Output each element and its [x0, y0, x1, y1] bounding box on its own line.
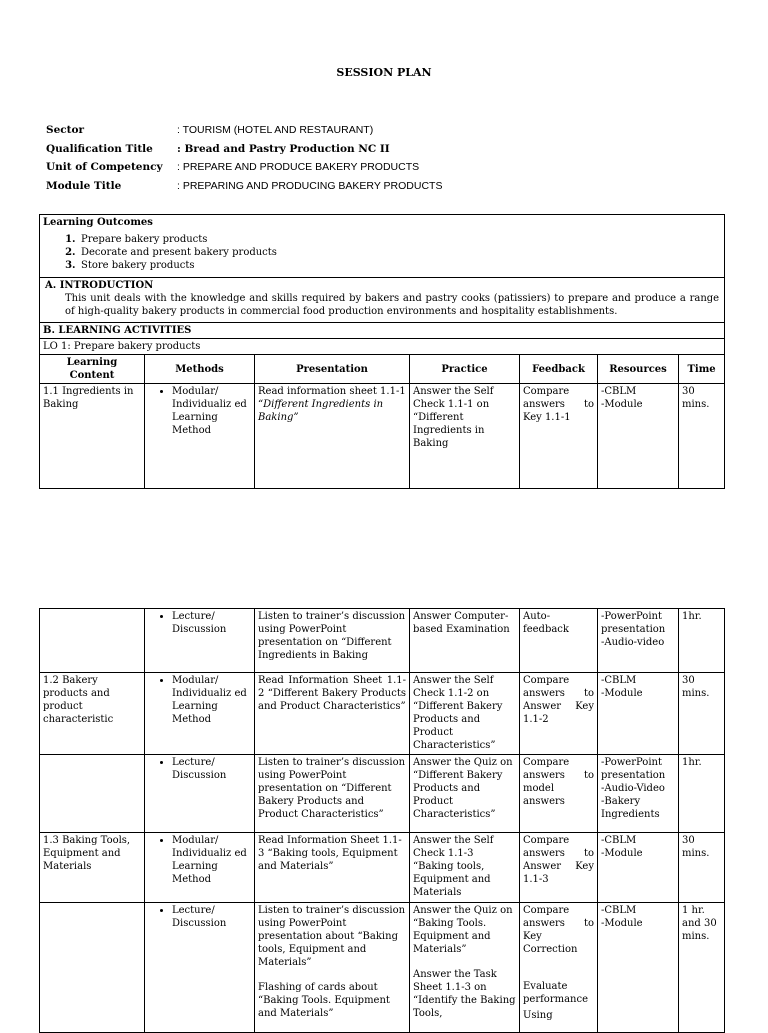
lo1-label: LO 1: Prepare bakery products — [40, 339, 725, 355]
presentation-topic: “Different Ingredients in Baking” — [258, 399, 384, 423]
col-methods: Methods — [145, 355, 255, 384]
page-title: SESSION PLAN — [336, 66, 432, 79]
session-plan-table-page1 — [39, 214, 725, 489]
cell-content — [40, 903, 145, 1033]
info-label: Unit of Competency — [46, 161, 163, 174]
feedback-text: Using — [523, 1010, 553, 1021]
learning-outcomes-list — [43, 233, 721, 272]
list-item: 3. Store bakery products — [79, 259, 721, 272]
cell-time: 30 mins. — [679, 384, 725, 489]
info-label: Qualification Title — [46, 142, 153, 155]
cell-presentation — [255, 903, 410, 1033]
cell-presentation: Read Information Sheet 1.1-3 “Baking tools, Equipment and Materials” — [255, 833, 410, 903]
info-value: : PREPARING AND PRODUCING BAKERY PRODUCTS — [177, 179, 443, 192]
info-value: : TOURISM (HOTEL AND RESTAURANT) — [177, 124, 374, 137]
activities-heading: B. LEARNING ACTIVITIES — [40, 323, 725, 339]
col-resources: Resources — [598, 355, 679, 384]
method-item: • Modular/ Individualiz ed Learning Method — [172, 674, 251, 726]
cell-feedback: Compare answers to Answer Key 1.1-3 — [520, 833, 598, 903]
cell-resources: -PowerPoint presentation -Audio-video — [598, 609, 679, 673]
presentation-text: Flashing of cards about “Baking Tools. Equipment and Materials” — [258, 982, 390, 1019]
cell-practice: Answer the Self Check 1.1-1 on “Different Ingredients in Baking — [410, 384, 520, 489]
cell-practice — [410, 903, 520, 1033]
feedback-text: Evaluate performance — [523, 981, 589, 1005]
cell-practice: Answer the Self Check 1.1-3 “Baking tools, Equipment and Materials — [410, 833, 520, 903]
cell-time: 1hr. — [679, 755, 725, 833]
table-row — [40, 755, 725, 833]
method-item: • Lecture/ Discussion — [172, 610, 251, 636]
cell-feedback — [520, 903, 598, 1033]
table-row — [40, 384, 725, 489]
lo1-row — [40, 339, 725, 355]
introduction-heading: A. INTRODUCTION — [45, 280, 154, 291]
cell-resources: -CBLM -Module — [598, 833, 679, 903]
col-practice: Practice — [410, 355, 520, 384]
cell-method — [145, 755, 255, 833]
practice-text: Answer the Task Sheet 1.1-3 on “Identify the Baking Tools, — [413, 969, 516, 1019]
cell-time: 1 hr. and 30 mins. — [679, 903, 725, 1033]
cell-method — [145, 384, 255, 489]
method-item: • Lecture/ Discussion — [172, 904, 251, 930]
cell-presentation: Listen to trainer’s discussion using PowerPoint presentation on “Different Ingredients in Baking — [255, 609, 410, 673]
session-info — [46, 122, 726, 196]
learning-outcomes-heading: Learning Outcomes — [43, 217, 153, 228]
info-module — [46, 178, 726, 197]
cell-presentation: Listen to trainer’s discussion using PowerPoint presentation on “Different Bakery Products and Product Characteristics” — [255, 755, 410, 833]
cell-feedback: Compare answers to Answer Key 1.1-2 — [520, 673, 598, 755]
cell-resources: -PowerPoint presentation -Audio-Video -Bakery Ingredients — [598, 755, 679, 833]
cell-content: 1.3 Baking Tools, Equipment and Materials — [40, 833, 145, 903]
cell-time: 30 mins. — [679, 833, 725, 903]
list-item: 1. Prepare bakery products — [79, 233, 721, 246]
introduction-text: This unit deals with the knowledge and skills required by bakers and pastry cooks (patissiers) to prepare and produce a range of high-quality bakery products in commercial food production environments and hospitality establishments. — [65, 293, 720, 317]
learning-outcomes-row — [40, 215, 725, 278]
table-row — [40, 833, 725, 903]
cell-resources: -CBLM -Module — [598, 903, 679, 1033]
col-presentation: Presentation — [255, 355, 410, 384]
list-item: 2. Decorate and present bakery products — [79, 246, 721, 259]
info-label: Sector — [46, 124, 85, 137]
cell-feedback: Compare answers to Key 1.1-1 — [520, 384, 598, 489]
table-row — [40, 609, 725, 673]
cell-content: 1.2 Bakery products and product characteristic — [40, 673, 145, 755]
activities-heading-row — [40, 323, 725, 339]
feedback-text: Compare answers to Key Correction — [523, 905, 594, 955]
cell-resources: -CBLM -Module — [598, 673, 679, 755]
info-unit — [46, 159, 726, 178]
cell-resources: -CBLM -Module — [598, 384, 679, 489]
cell-feedback: Auto-feedback — [520, 609, 598, 673]
cell-time: 30 mins. — [679, 673, 725, 755]
col-time: Time — [679, 355, 725, 384]
cell-practice: Answer the Quiz on “Different Bakery Products and Product Characteristics” — [410, 755, 520, 833]
info-label: Module Title — [46, 179, 122, 192]
info-value: : PREPARE AND PRODUCE BAKERY PRODUCTS — [177, 161, 420, 174]
info-qualification — [46, 141, 726, 160]
cell-content: 1.1 Ingredients in Baking — [40, 384, 145, 489]
cell-presentation — [255, 384, 410, 489]
column-header-row — [40, 355, 725, 384]
info-value: : Bread and Pastry Production NC II — [177, 142, 390, 155]
cell-method — [145, 833, 255, 903]
info-sector — [46, 122, 726, 141]
method-item: • Modular/ Individualiz ed Learning Method — [172, 385, 251, 437]
table-row — [40, 903, 725, 1033]
cell-presentation: Read Information Sheet 1.1-2 “Different Bakery Products and Product Characteristics” — [255, 673, 410, 755]
practice-text: Answer the Quiz on “Baking Tools. Equipment and Materials” — [413, 905, 513, 955]
cell-feedback: Compare answers to model answers — [520, 755, 598, 833]
introduction-row — [40, 278, 725, 323]
col-learning-content: Learning Content — [40, 355, 145, 384]
col-feedback: Feedback — [520, 355, 598, 384]
cell-practice: Answer Computer-based Examination — [410, 609, 520, 673]
cell-method — [145, 609, 255, 673]
presentation-text: Listen to trainer’s discussion using PowerPoint presentation about “Baking tools, Equipment and Materials” — [258, 905, 406, 968]
cell-time: 1hr. — [679, 609, 725, 673]
cell-method — [145, 903, 255, 1033]
presentation-text: Read information sheet 1.1-1 — [258, 386, 406, 397]
cell-content — [40, 755, 145, 833]
cell-method — [145, 673, 255, 755]
table-row — [40, 673, 725, 755]
cell-practice: Answer the Self Check 1.1-2 on “Different Bakery Products and Product Characteristics” — [410, 673, 520, 755]
method-item: • Modular/ Individualiz ed Learning Method — [172, 834, 251, 886]
method-item: • Lecture/ Discussion — [172, 756, 251, 782]
cell-content — [40, 609, 145, 673]
session-plan-table-page2 — [39, 608, 725, 1033]
